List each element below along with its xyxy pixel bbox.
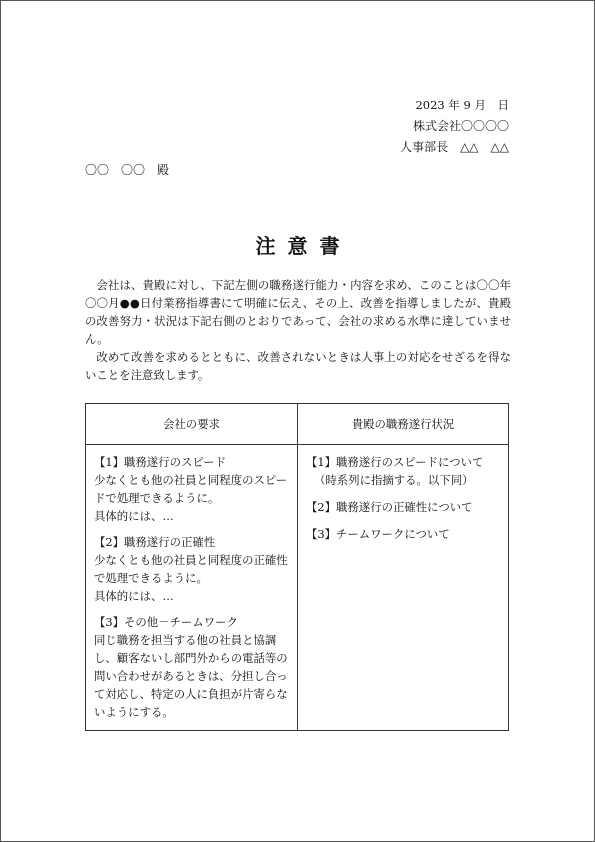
requirement-detail: 具体的には、… [94, 509, 174, 523]
requirement-title: 【2】職務遂行の正確性 [94, 535, 216, 549]
body-paragraph-1: 会社は、貴殿に対し、下記左側の職務遂行能力・内容を求め、このことは〇〇年〇〇月●●日付業務指導書にて明確に伝え、その上、改善を指導しましたが、貴殿の改善努力・状況は下記右側のとおりであって、会社の求める水準に達していません。 [85, 278, 511, 346]
status-title: 【3】チームワークについて [306, 527, 450, 541]
signer-name: 人事部長 △△ △△ [400, 140, 509, 154]
header-divider [86, 444, 508, 445]
employee-status-cell [306, 453, 502, 552]
requirement-text: 少なくとも他の社員と同程度の正確性で処理できるように。 [94, 553, 288, 585]
requirement-item [94, 453, 292, 525]
document-date: 2023 年 9 月 日 [415, 98, 509, 112]
addressee: 〇〇 〇〇 殿 [85, 163, 170, 177]
requirement-text: 少なくとも他の社員と同程度のスピードで処理できるように。 [94, 473, 288, 505]
sender-block [400, 95, 509, 158]
requirement-title: 【1】職務遂行のスピード [94, 455, 227, 469]
status-title: 【1】職務遂行のスピードについて [306, 455, 484, 469]
status-note: （時系列に指摘する。以下同） [314, 473, 474, 487]
column-divider [297, 404, 298, 730]
body-text [85, 276, 511, 384]
status-title: 【2】職務遂行の正確性について [306, 500, 473, 514]
document-title: 注意書 [255, 234, 352, 258]
header-company-requirements: 会社の要求 [163, 417, 220, 431]
comparison-table [85, 403, 509, 731]
header-employee-status: 貴殿の職務遂行状況 [351, 417, 455, 431]
status-item [306, 498, 502, 516]
requirement-text: 同じ職務を担当する他の社員と協調し、顧客ないし部門外からの電話等の問い合わせがあるときは、分担し合って対応し、特定の人に負担が片寄らないようにする。 [94, 633, 288, 719]
company-requirements-cell [94, 453, 292, 729]
body-paragraph-2: 改めて改善を求めるとともに、改善されないときは人事上の対応をせざるを得ないことを注意致します。 [85, 350, 511, 382]
status-item [306, 453, 502, 489]
requirement-item [94, 613, 292, 721]
requirement-detail: 具体的には、… [94, 589, 174, 603]
requirement-title: 【3】その他－チームワーク [94, 615, 238, 629]
status-item [306, 525, 502, 543]
company-name: 株式会社〇〇〇〇 [412, 119, 509, 133]
requirement-item [94, 533, 292, 605]
